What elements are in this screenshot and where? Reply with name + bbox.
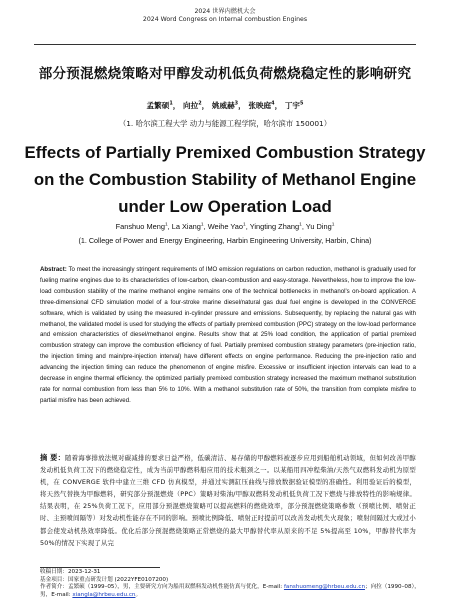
title-en: Effects of Partially Premixed Combustion Strategy on the Combustion Stability of Methanol Engine under Low Operation Load (24, 143, 426, 216)
abstract-en-text: To meet the increasingly stringent requirements of IMO emission regulations on carbon reduction, methanol is gradually used for fueling marine engines due to its characteristics of low-carbon, clean-combustion and easy-storage. Nevertheless, how to improve the low-load combustion stability of the marine methanol engine remains one of the technical bottlenecks in methanol's on-board application. A three-dimensional CFD simulation model of a four-stroke marine diesel/natural gas dual fuel engine is developed in the CONVERGE software, which is validated by using the measured in-cylinder pressure and emissions. Subsequently, by replacing the natural gas with methanol, the validated model is used for studying the effects of partially premixed combustion (PPC) strategy on the low-load performance and emission characteristics of diesel/methanol engine. Results show that at 25% load condition, the application of partial premixed combustion strategy can improve the combustion efficiency of fuel. Partially premixed combustion strategy parameters (pre-injection ratio, the injection timing and main/pre-injection interval) have different effects on engine performance. Reducing the pre-injection ratio and advancing the injection timing can reduce the phenomenon of engine misfire. Excessive or insufficient injection intervals can lead to a decrease in engine thermal efficiency. the optimized partially premixed combustion strategy increased the maximum methanol substitution rate for normal combustion from less than 5% to 10%. With a methanol substitution rate of 50%, the transition from complete misfire to partial misfire has been achieved. (40, 266, 416, 404)
received-date: 收稿日期：2023-12-31 (40, 569, 101, 575)
author-zh: 孟繁硕$^1$ (146, 100, 173, 110)
author-en: Weihe Yao$^1$ (207, 222, 246, 231)
affiliation-en: (1. College of Power and Energy Engineering, Harbin Engineering University, Harbin, China) (78, 236, 372, 245)
abstract-zh-text: 随着海事排放法规对碳减排的要求日益严格，低碳清洁、易存储的甲醇燃料被逐步应用到船舶机动领域，但如何改善甲醇发动机低负荷工况下的燃烧稳定性，成为当前甲醇燃料船应用的技术瓶颈之一。以某船用四冲程柴油/天然气双燃料发动机为原型机，在 CONVERGE 软件中建立三维 CFD 仿真模型，并通过实测缸压曲线与排放数据验证模型的准确性。利用验证后的模型，将天然气替换为甲醇燃料，研究部分预混燃烧（PPC）策略对柴油/甲醇双燃料发动机低负荷工况下燃烧与排放特性的影响规律。结果表明，在 25%负荷工况下，应用部分预混燃烧策略可以提高燃料的燃烧效率，部分预混燃烧策略参数（预喷比例、喷射正时、主预喷间隔等）对发动机性能存在不同的影响。预喷比例降低、喷射正时提前可以改善发动机失火现象；喷射间隔过大或过小都会使发动机热效率降低。优化后部分预混燃烧策略正常燃烧的最大甲醇替代率从原来的不足 5%提高至 10%，甲醇替代率为 50%的情况下实现了从完 (40, 454, 416, 547)
running-header-zh: 2024 世界内燃机大会 (194, 8, 256, 15)
author-zh: 张映庭$^4$ (248, 100, 275, 110)
author-zh: 丁宇$^5$ (284, 100, 304, 110)
running-header-en: 2024 Word Congress on Internal combustion Engines (142, 16, 308, 23)
footnote-rule (40, 567, 160, 568)
author-zh: 姚威赫$^3$ (211, 100, 239, 110)
email-link-1[interactable]: fanshuomeng@hrbeu.edu.cn (283, 584, 365, 591)
author-intro: 作者简介：孟繁硕（1999–05），男，主要研究方向为船用双燃料发动机性能仿真与优化，E-mail: fanshuomeng@hrbeu.edu.cn；向拉（1990–08），男，E-mail: xiangla@hrbeu.edu.cn。 (40, 584, 420, 598)
authors-en: Fanshuo Meng$^1$, La Xiang$^1$, Weihe Yao$^1$, Yingting Zhang$^1$, Yu Ding$^1$ (115, 222, 335, 231)
footnotes (40, 569, 422, 599)
author-en: La Xiang$^1$ (171, 222, 204, 231)
email-link-2[interactable]: xiangla@hrbeu.edu.cn (72, 591, 136, 598)
abstract-en-label: Abstract: (40, 266, 67, 273)
abstract-zh-label: 摘 要： (40, 453, 65, 462)
abstract-zh (40, 452, 416, 549)
author-zh: 向拉$^2$ (183, 100, 202, 110)
header-rule (34, 44, 416, 45)
fund-info: 基金项目：国家重点研发计划 (2022YFE0107200) (40, 576, 169, 583)
abstract-en (40, 265, 416, 407)
title-zh: 部分预混燃烧策略对甲醇发动机低负荷燃烧稳定性的影响研究 (38, 66, 412, 82)
author-en: Yu Ding$^1$ (305, 222, 335, 231)
affiliation-zh: （1. 哈尔滨工程大学 动力与能源工程学院，哈尔滨市 150001） (118, 119, 332, 128)
author-en: Fanshuo Meng$^1$ (115, 222, 168, 231)
authors-zh: 孟繁硕$^1$， 向拉$^2$， 姚威赫$^3$， 张映庭$^4$， 丁宇$^5$ (146, 100, 304, 110)
author-en: Yingting Zhang$^1$ (249, 222, 302, 231)
